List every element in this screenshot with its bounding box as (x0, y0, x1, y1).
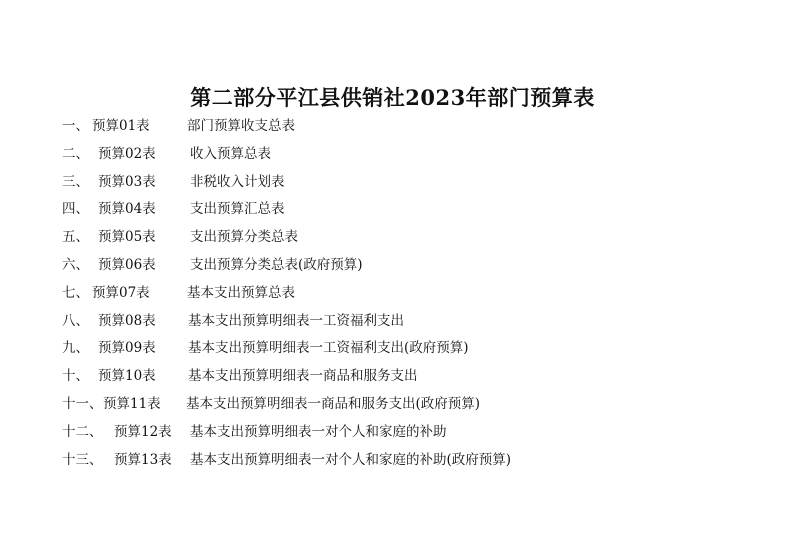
item-name: 支出预算汇总表 (190, 201, 285, 218)
list-item (0, 172, 785, 200)
item-number: 十、 (62, 368, 89, 385)
item-number: 八、 (62, 312, 89, 329)
list-item (0, 338, 785, 366)
item-number: 三、 (62, 173, 89, 190)
list-item (0, 450, 785, 478)
item-name: 部门预算收支总表 (187, 118, 295, 134)
item-code: 预算05表 (98, 229, 156, 246)
list-item (0, 422, 785, 450)
item-name: 支出预算分类总表 (190, 229, 298, 246)
item-code: 预算07表 (92, 284, 150, 301)
item-name: 收入预算总表 (190, 145, 271, 162)
item-number: 一、 (62, 118, 89, 134)
list-item (0, 144, 785, 172)
list-item (0, 394, 785, 422)
item-name: 支出预算分类总表(政府预算) (190, 256, 363, 273)
list-item (0, 283, 785, 311)
budget-table-list (0, 116, 785, 477)
item-code: 预算12表 (114, 423, 172, 440)
item-code: 预算09表 (98, 340, 156, 357)
list-item (0, 227, 785, 255)
item-number: 七、 (62, 284, 89, 301)
item-code: 预算08表 (98, 312, 156, 329)
list-item (0, 366, 785, 394)
item-code: 预算03表 (98, 173, 156, 190)
item-code: 预算11表 (103, 395, 161, 412)
item-code: 预算10表 (98, 368, 156, 385)
item-code: 预算04表 (98, 201, 156, 218)
item-code: 预算01表 (92, 118, 150, 134)
item-name: 基本支出预算明细表一商品和服务支出(政府预算) (186, 395, 481, 412)
item-number: 五、 (62, 229, 89, 246)
item-code: 预算02表 (98, 145, 156, 162)
item-name: 基本支出预算明细表一对个人和家庭的补助 (190, 423, 447, 440)
item-code: 预算13表 (114, 451, 172, 468)
item-number: 十二、 (62, 423, 103, 440)
item-name: 基本支出预算明细表一工资福利支出(政府预算) (188, 340, 469, 357)
item-name: 基本支出预算总表 (187, 284, 295, 301)
item-number: 四、 (62, 201, 89, 218)
list-item (0, 199, 785, 227)
item-name: 基本支出预算明细表一对个人和家庭的补助(政府预算) (190, 451, 512, 468)
item-number: 九、 (62, 340, 89, 357)
item-code: 预算06表 (98, 256, 156, 273)
page-title: 第二部分平江县供销社2023年部门预算表 (190, 85, 595, 110)
item-number: 十一、 (62, 395, 103, 412)
list-item (0, 311, 785, 339)
item-number: 二、 (62, 145, 89, 162)
list-item (0, 255, 785, 283)
item-number: 六、 (62, 256, 89, 273)
item-name: 非税收入计划表 (190, 173, 285, 190)
list-item (0, 116, 785, 144)
item-number: 十三、 (62, 451, 103, 468)
item-name: 基本支出预算明细表一商品和服务支出 (188, 368, 418, 385)
item-name: 基本支出预算明细表一工资福利支出 (188, 312, 404, 329)
